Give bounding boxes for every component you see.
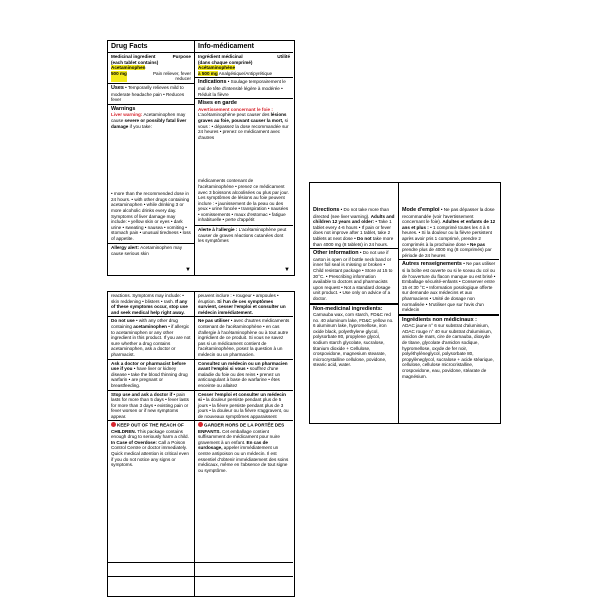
allergy-symptoms: reactions. Symptoms may include: • skin reddening • blisters • rash.: [111, 293, 184, 304]
french-column: [194, 41, 293, 275]
fr-overdose-heading: En cas de surdosage,: [198, 439, 268, 451]
drug-facts-title: Drug Facts: [108, 42, 194, 53]
info-medicament-title: Info-médicament: [195, 42, 293, 53]
english-column: [108, 41, 194, 275]
fr-keep-out-text: Cet emballage contient suffisamment de médicament pour nuire gravement à un enfant.: [198, 428, 280, 445]
fr-liver-symptoms: médicaments contenant de l'acétaminophène • prenez ce médicament avec 3 boissons alcoolisées ou plus par jour. Les symptômes de lésions au foie peuvent inclure : • jaunissement de la peau ou des yeux • urine foncée • transpiration • nausées • vomissements • maux d'estomac • fatigue inhabituelle • perte d'appétit: [198, 178, 289, 223]
fr-allergy-text: L'acétaminophène peut causer de graves réactions cutanées dont les symptômes: [198, 227, 287, 244]
overdose-text: Call a Poison Control Centre or doctor immediately. Quick medical attention is critical even if you do not notice any signs or symptoms.: [111, 439, 189, 468]
fr-warnings-heading: Mises en garde: [198, 100, 237, 107]
do-not-use-heading: Do not use: [111, 318, 135, 324]
ingredient-amount: 500 mg: [111, 71, 127, 82]
keep-out-text: This package contains enough drug to seriously harm a child.: [111, 428, 189, 440]
allergy-action: If any of these symptoms occur, stop use and seek medical help right away.: [111, 298, 188, 315]
purpose-heading: Purpose: [172, 54, 191, 59]
fr-non-medicinal-text: ADAC jaune n° 6 sur substrat d'aluminium, ADAC rouge n° 40 sur substrat d'aluminium, amidon de maïs, cire de carnauba, dioxyde de titane, glycolate d'amidon sodique, hypromellose, oxyde de fer noir, polyéthylèneglycol, polysorbate 80, propylèneglycol, sucralose + acide stéarique, cellulose, cellulose microcristalline, crospovidone, eau, povidone, stéarate de magnésium.: [402, 323, 494, 379]
fr-directions-do-not: • Ne pas: [467, 241, 486, 247]
english-column-2: [108, 292, 194, 596]
fr-ingredient-purpose: Analgésique/Antipyrétique: [218, 70, 273, 76]
fr-stop-use-heading: Cesser l'emploi et consulter un médecin si: [198, 391, 286, 403]
ask-doctor-heading: Ask a doctor or pharmacist before use if you: [111, 360, 186, 372]
fr-non-medicinal-heading: Ingrédients non médicinaux :: [402, 316, 477, 323]
fr-do-not-use-text: • avec d'autres médicaments contenant de l'acétaminophène • en cas d'allergie à l'acétaminophène ou à tout autre ingrédient de ce produit. Si vous ne savez pas si un médicament contient de l'acétaminophène, posez la question à un médecin ou un pharmacien.: [198, 318, 290, 357]
directions-adult-heading: Adults and children 12 years and older:: [313, 213, 395, 225]
fr-allergy-symptoms: peuvent inclure : • rougeur • ampoules • éruption.: [198, 293, 279, 304]
fr-overdose-text: appeler immédiatement un centre antipoison ou un médecin. Il est essentiel d'obtenir immédiatement des soins médicaux, même en l'absence de tout signe ou symptôme.: [198, 445, 289, 473]
directions-do-not: • Do not: [354, 235, 372, 241]
ingredient-heading: Medicinal ingredient: [111, 54, 156, 59]
fr-stop-use-text: • la douleur persiste pendant plus de 5 jours • la fièvre persiste pendant plus de 3 jours • la douleur ou la fièvre s'aggravent, ou de nouveaux symptômes apparaissent: [198, 397, 289, 419]
fr-directions-text: • Ne pas dépasser la dose recommandée (voir l'avertissement concernant le foie).: [402, 207, 495, 225]
fr-ingredient-name: Acétaminophène: [198, 65, 236, 71]
warnings-heading: Warnings: [111, 105, 136, 112]
fr-liver-warning-text: L'acétaminophène peut causer des: [198, 112, 270, 118]
ingredient-name: Acetaminophen: [111, 65, 146, 71]
stop-use-text: • pain lasts for more than 5 days • fever lasts for more than 3 days • existing pain or fever worsen or if new symptoms appear.: [111, 391, 189, 419]
stop-use-heading: Stop use and ask a doctor if: [111, 391, 173, 397]
fr-allergy-heading: Alerte à l'allergie :: [198, 227, 238, 233]
fr-directions-adult-text: • 1 comprimé toutes les 4 à 6 heures. • Si la douleur ou la fièvre persistent après avoir pris 1 comprimé, prendre 2 comprimés à la prochaine dose: [402, 224, 492, 247]
label-panel-1: [107, 40, 295, 276]
fr-do-not-use-heading: Ne pas utiliser: [198, 318, 230, 324]
liver-symptoms: • more than the recommended dose in 24 hours. • with other drugs containing acetaminophen • while drinking 3 or more alcoholic drinks every day. Symptoms of liver damage may include: • yellow skin or eyes • dark urine • sweating • nausea • vomiting • stomach pain • unusual tiredness • loss of appetite.: [111, 191, 191, 241]
fr-other-info-heading: Autres renseignements: [402, 261, 462, 268]
allergy-heading: Allergy alert:: [111, 245, 140, 251]
fr-liver-warning-bold: lésions graves au foie, pouvant causer la mort,: [198, 112, 287, 123]
overdose-heading: In Case of Overdose:: [111, 439, 157, 445]
fr-purpose-heading: Utilité: [277, 54, 290, 59]
directions-end: take more than 4000 mg (8 tablets) in 24 hours.: [313, 235, 394, 247]
fr-uses-heading: Indications: [198, 79, 227, 86]
ingredient-subheading: (each tablet contains): [111, 59, 159, 65]
liver-warning-bold: severe or possibly fatal liver damage: [111, 117, 187, 129]
fr-directions-heading: Mode d'emploi: [402, 207, 440, 213]
fr-ingredient-subheading: (dans chaque comprimé): [198, 59, 253, 65]
fr-directions-end: prendre plus de 4000 mg (8 comprimés) par période de 24 heures: [402, 247, 492, 258]
non-medicinal-text: Carnauba wax, corn starch, FD&C red no. 40 aluminum lake, FD&C yellow no. 6 aluminum lake, hypromellose, iron oxide black, polyethylene glycol, polysorbate 80, propylene glycol, sodium starch glycolate, sucralose, titanium dioxide + Cellulose, crospovidone, magnesium stearate, microcrystalline cellulose, povidone, stearic acid, water.: [313, 312, 394, 368]
other-info-heading: Other information: [313, 250, 359, 257]
allergy-text: Acetaminophen may cause serious skin: [111, 245, 183, 257]
fr-ask-doctor-heading: Consultez un médecin ou un pharmacien avant l'emploi si vous: [198, 360, 288, 372]
label-panel-2: [107, 291, 295, 597]
fr-stop-sign-icon: [198, 422, 203, 427]
fr-liver-warning-end: si vous : • dépassez la dose recommandée sur 24 heures • prenez ce médicament avec d'autres: [198, 117, 289, 140]
french-column-2: [194, 292, 293, 596]
liver-warning-label: Liver warning:: [111, 112, 143, 118]
directions-adult-text: • Take 1 tablet every 4-6 hours • If pain or fever does not improve after 1 tablet, take 2 tablets at next dose: [313, 219, 392, 241]
keep-out-heading: KEEP OUT OF THE REACH OF CHILDREN.: [111, 422, 184, 434]
fr-ingredient-heading: Ingrédient médicinal: [198, 54, 243, 59]
liver-warning-text: Acetaminophen may cause: [111, 112, 186, 123]
do-not-use-bold: acetaminophen: [133, 323, 167, 329]
continue-icon: ▼: [185, 267, 191, 273]
other-info-text: • Do not use if carton is open or if bottle neck band or inner foil seal is missing or broken • Child resistant package • Store at 15 to 30°C. • Prescribing information available to doctors and pharmacists upon request • Not a standard dosage unit product. • Use only on advice of a doctor.: [313, 250, 393, 301]
do-not-use-text-2: • if allergic to acetaminophen or any other ingredient in this product. If you are not sure whether a drug contains acetaminophen, ask a doctor or pharmacist.: [111, 323, 191, 357]
directions-text: • Do not take more than directed (see liver warning).: [313, 207, 389, 219]
liver-warning-end: if you take:: [129, 123, 152, 129]
ask-doctor-text: • have liver or kidney disease • take the blood thinning drug warfarin • are pregnant or breastfeeding.: [111, 366, 188, 388]
fr-ask-doctor-text: • souffrez d'une maladie du foie ou des reins • prenez un anticoagulant à base de warfarine • êtes enceinte ou allaitez: [198, 366, 281, 388]
english-column-3: [310, 183, 398, 423]
fr-continue-icon: ▼: [284, 267, 290, 273]
directions-heading: Directions: [313, 207, 340, 213]
fr-directions-adult-heading: Adultes et enfants de 12 ans et plus :: [402, 219, 496, 230]
fr-liver-warning-label: Avertissement concernant le foie :: [198, 106, 273, 112]
uses-heading: Uses: [111, 84, 124, 91]
stop-sign-icon: [111, 422, 116, 427]
fr-allergy-action: Si l'un de ces symptômes survient, cesser l'emploi et consulter un médecin immédiatement.: [198, 298, 286, 315]
non-medicinal-heading: Non-medicinal ingredients:: [313, 305, 383, 312]
label-panel-3: [309, 182, 501, 424]
fr-ingredient-amount: à 500 mg: [198, 70, 218, 76]
uses-text: • Temporarily relieves mild to moderate headache pain • Reduces fever: [111, 84, 185, 103]
french-column-3: [398, 183, 499, 423]
fr-other-info-text: • Ne pas utiliser si la boîte est ouverte ou si le sceau du col ou de l'ouverture du flacon manque ou est brisé • Emballage sécurité-enfants • Conserver entre 15 et 30 °C • Information posologique offerte sur demande aux médecins et aux pharmaciens • Unité de dosage non normalisée • N'utiliser que sur l'avis d'un médecin: [402, 261, 496, 313]
do-not-use-text: • with any other drug containing: [111, 318, 178, 329]
ingredient-purpose: Pain reliever, fever reducer: [152, 70, 191, 82]
fr-keep-out-heading: GARDER HORS DE LA PORTÉE DES ENFANTS.: [198, 422, 285, 434]
fr-uses-text: • Soulage temporairement le mal de tête d'intensité légère à modérée • Réduit la fièvre: [198, 79, 286, 97]
